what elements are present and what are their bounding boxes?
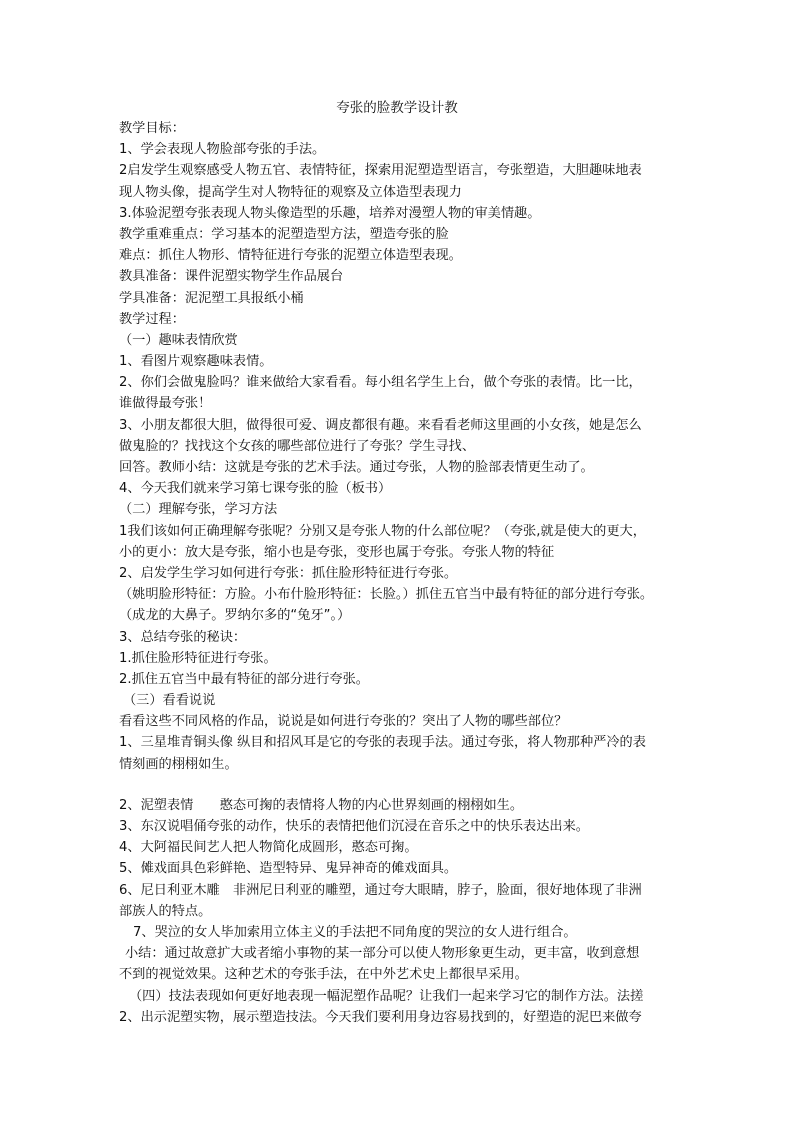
text-line: 回答。教师小结：这就是夸张的艺术手法。通过夸张，人物的脸部表情更生动了。 [119,460,594,475]
text-line: 教学过程： [119,311,185,327]
text-line: 2启发学生观察感受人物五官、表情特征，探索用泥塑造型语言，夸张塑造，大胆趣味地表 [119,163,642,179]
section-heading: （四）技法表现如何更好地表现一幅泥塑作品呢？让我们一起来学习它的制作方法。法搓 [129,988,644,1004]
text-line: 教具准备：课件泥塑实物学生作品展台 [119,269,344,285]
text-line: 3、总结夸张的秘诀： [119,629,247,645]
text-line: 3、东汉说唱俑夸张的动作，快乐的表情把他们沉浸在音乐之中的快乐表达出来。 [119,819,589,834]
text-line: 看看这些不同风格的作品，说说是如何进行夸张的？突出了人物的哪些部位？ [119,714,568,730]
text-line: 2.抓住五官当中最有特征的部分进行夸张。 [119,671,369,687]
section-heading: （二）理解夸张，学习方法 [119,502,278,518]
text-line: 小结：通过故意扩大或者缩小事物的某一部分可以使人物形象更生动，更丰富，收到意想 [125,946,640,962]
document-body [119,118,689,1028]
text-line: 现人物头像，提高学生对人物特征的观察及立体造型表现力 [119,184,462,200]
text-line: 2、启发学生学习如何进行夸张：抓住脸形特征进行夸张。 [119,565,458,581]
text-line: 教学目标： [119,121,185,136]
text-line: 部族人的特点。 [119,903,212,919]
text-line: 难点：抓住人物形、情特征进行夸张的泥塑立体造型表现。 [119,248,462,264]
text-line: 4、今天我们就来学习第七课夸张的脸（板书） [119,481,392,497]
text-line: 3、小朋友都很大胆，做得很可爱、调皮都很有趣。来看看老师这里画的小女孩，她是怎么 [119,417,642,433]
text-line: 2、泥塑表情 憨态可掬的表情将人物的内心世界刻画的栩栩如生。 [119,797,524,813]
text-line: 1.抓住脸形特征进行夸张。 [119,650,277,666]
text-line: 4、大阿福民间艺人把人物简化成圆形，憨态可掬。 [119,840,418,856]
section-heading: （三）看看说说 [123,693,216,709]
text-line: 5、傩戏面具色彩鲜艳、造型特异、鬼异神奇的傩戏面具。 [119,861,458,877]
text-line: 1、学会表现人物脸部夸张的手法。 [119,142,326,158]
text-line: 7、哭泣的女人毕加索用立体主义的手法把不同角度的哭泣的女人进行组合。 [133,924,577,940]
text-line: 小的更小：放大是夸张，缩小也是夸张，变形也属于夸张。夸张人物的特征 [119,544,555,560]
section-heading: （一）趣味表情欣赏 [119,332,238,348]
text-line: 谁做得最夸张！ [119,396,212,412]
document-title: 夸张的脸教学设计教 [336,100,458,116]
text-line: （成龙的大鼻子。罗纳尔多的“兔牙”。） [119,608,351,624]
text-line: 教学重难重点：学习基本的泥塑造型方法，塑造夸张的脸 [119,226,449,242]
text-line: 不到的视觉效果。这种艺术的夸张手法，在中外艺术史上都很早采用。 [119,967,528,983]
text-line: 1我们该如何正确理解夸张呢？分别又是夸张人物的什么部位呢？（夸张,就是使大的更大， [119,523,646,539]
text-line: 2、出示泥塑实物，展示塑造技法。今天我们要利用身边容易找到的，好塑造的泥巴来做夸 [119,1009,642,1025]
blank-line [119,775,689,795]
text-line: 2、你们会做鬼脸吗？谁来做给大家看看。每小组名学生上台，做个夸张的表情。比一比， [119,375,642,391]
text-line: （姚明脸形特征：方脸。小布什脸形特征：长脸。）抓住五官当中最有特征的部分进行夸张。 [119,587,654,603]
text-line: 3.体验泥塑夸张表现人物头像造型的乐趣，培养对漫塑人物的审美情趣。 [119,205,541,221]
text-line: 1、三星堆青铜头像 纵目和招风耳是它的夸张的表现手法。通过夸张，将人物那种严冷的表 [119,735,646,751]
text-line: 1、看图片观察趣味表情。 [119,354,273,370]
text-line: 学具准备：泥泥塑工具报纸小桶 [119,290,304,306]
text-line: 情刻画的栩栩如生。 [119,756,238,772]
text-line: 做鬼脸的？找找这个女孩的哪些部位进行了夸张？学生寻找、 [119,438,476,454]
text-line: 6、尼日利亚木雕 非洲尼日利亚的雕塑，通过夸大眼睛，脖子，脸面，很好地体现了非洲 [119,882,642,898]
